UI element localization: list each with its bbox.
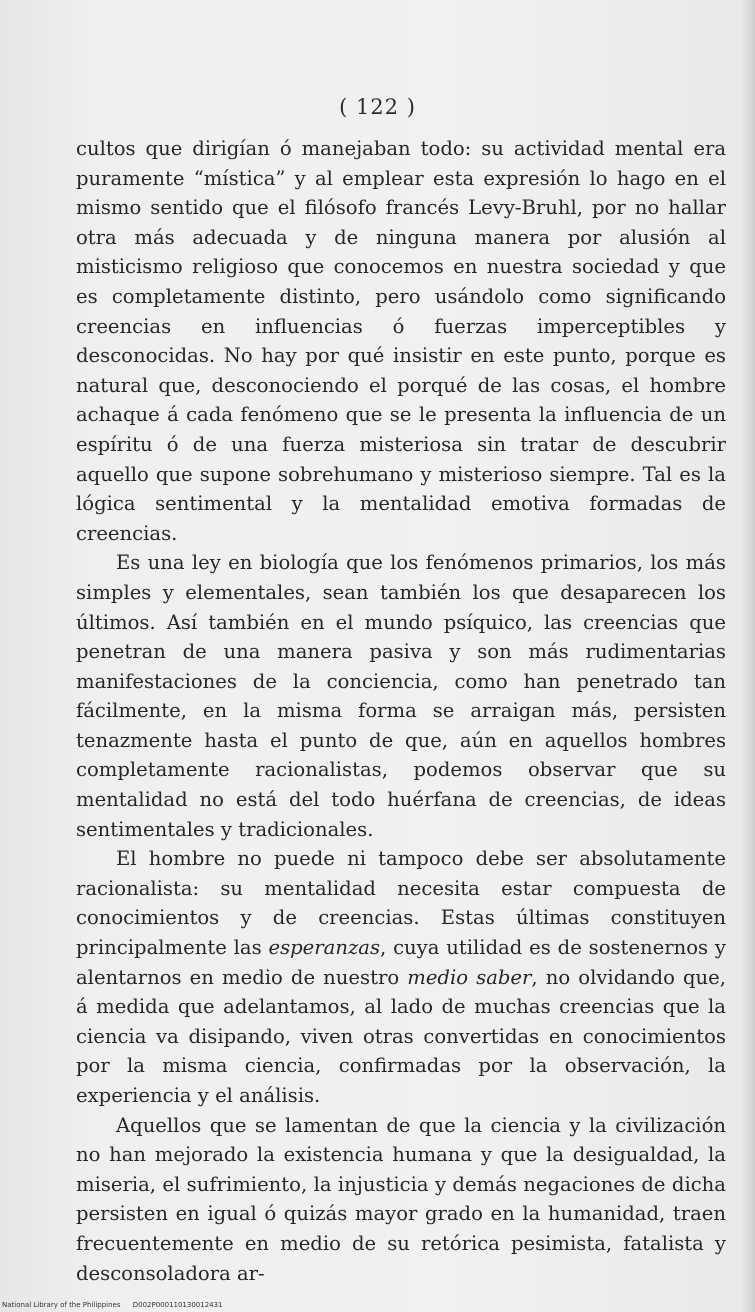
page-number: ( 122 ) <box>339 95 416 119</box>
italic-term: esperanzas <box>268 936 381 960</box>
paragraph-text: , cuya utilidad es de sostenernos y alentarnos en medio de nuestro <box>76 936 726 989</box>
scan-footer <box>2 1301 223 1309</box>
paragraph-text: El hombre no puede ni tampoco debe ser absolutamente racionalista: su mentalidad necesita estar compuesta de conocimientos y de creencias. Estas últimas constituyen principalmente las <box>76 847 726 960</box>
paragraph-text: cultos que dirigían ó manejaban todo: su actividad mental era puramente “mística” y al emplear esta expresión lo hago en el mismo sentido que el filósofo francés Levy-Bruhl, por no hallar otra más adecuada y de ninguna manera por alusión al misticismo religioso que conocemos en nuestra sociedad y que es completamente distinto, pero usándolo como significando creencias en influencias ó fuerzas imperceptibles y desconocidas. No hay por qué insistir en este punto, porque es natural que, desconociendo el porqué de las cosas, el hombre achaque á cada fenómeno que se le presenta la influencia de un espíritu ó de una fuerza misteriosa sin tratar de descubrir aquello que supone sobrehumano y misterioso siempre. Tal es la lógica sentimental y la mentalidad emotiva formadas de creencias. <box>76 137 726 545</box>
body-text <box>76 134 726 1288</box>
paragraph-text: Es una ley en biología que los fenómenos primarios, los más simples y elementales, sean también los que desaparecen los últimos. Así también en el mundo psíquico, las creencias que penetran de una manera pasiva y son más rudimentarias manifestaciones de la conciencia, como han penetrado tan fácilmente, en la misma forma se arraigan más, persisten tenazmente hasta el punto de que, aún en aquellos hombres completamente racionalistas, podemos observar que su mentalidad no está del todo huérfana de creencias, de ideas sentimentales y tradicionales. <box>76 551 726 841</box>
footer-identifier: D002P000110130012431 <box>132 1301 223 1309</box>
paragraph <box>76 844 726 1110</box>
page-edge-shadow <box>741 0 755 1312</box>
paragraph-text: Aquellos que se lamentan de que la ciencia y la civilización no han mejorado la existencia humana y que la desigualdad, la miseria, el sufrimiento, la injusticia y demás negaciones de dicha persisten en igual ó quizás mayor grado en la humanidad, traen frecuentemente en medio de su retórica pesimista, fatalista y desconsoladora ar- <box>76 1113 726 1285</box>
italic-term: medio saber <box>407 965 532 989</box>
paragraph <box>76 1111 726 1289</box>
footer-library: National Library of the Philippines <box>2 1301 121 1309</box>
paragraph <box>76 548 726 844</box>
paragraph-text: , no olvidando que, á medida que adelantamos, al lado de muchas creencias que la ciencia va disipando, viven otras convertidas en conocimientos por la misma ciencia, confirmadas por la observación, la experiencia y el análisis. <box>76 965 726 1107</box>
paragraph <box>76 134 726 548</box>
